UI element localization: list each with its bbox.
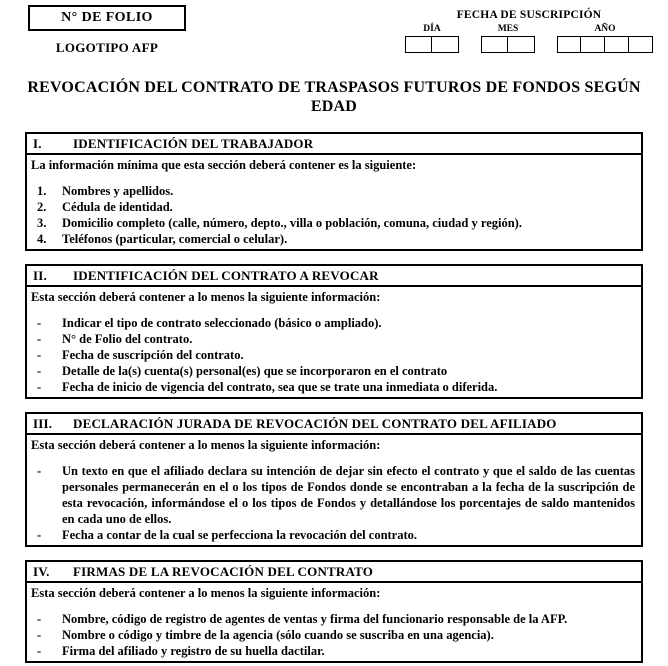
item-text: Nombre o código y timbre de la agencia (sólo cuando se suscriba en una agencia). [62,628,494,642]
section-identificacion-trabajador [25,132,643,251]
list-item [31,231,635,247]
item-marker: - [37,364,42,378]
section-body [27,435,641,545]
item-text: Nombre, código de registro de agentes de ventas y firma del funcionario responsable de la AFP. [62,612,568,626]
section-heading: IDENTIFICACIÓN DEL TRABAJADOR [73,136,314,151]
item-text: Un texto en que el afiliado declara su intención de dejar sin efecto el contrato y que el saldo de las cuentas personales permanecerán en el o los tipos de Fondos donde se encontraban a la fecha de la suscripción de esta revocación, informándose el o los tipos de Fondos y detallándose los porcentajes de saldo mantenidos en cada uno de ellos. [62,464,635,526]
item-marker: 3. [37,216,47,230]
day-cell-2[interactable] [432,36,459,53]
item-text: Fecha de inicio de vigencia del contrato, sea que se trate una inmediata o diferida. [62,380,498,394]
section-numeral: I. [33,136,42,151]
year-cell-4[interactable] [629,36,653,53]
month-cell-1[interactable] [481,36,508,53]
day-label: DÍA [423,24,441,34]
item-marker: 4. [37,232,47,246]
section-header [27,562,641,583]
afp-logo-placeholder: LOGOTIPO AFP [55,40,159,55]
month-cell-2[interactable] [508,36,535,53]
day-cell-1[interactable] [405,36,432,53]
document-title-line1: REVOCACIÓN DEL CONTRATO DE TRASPASOS FUTUROS DE FONDOS SEGÚN [27,79,641,96]
document-title-line2: EDAD [310,98,358,115]
section-numeral: IV. [33,564,50,579]
list-item [31,527,635,543]
year-cell-1[interactable] [557,36,581,53]
section-numeral: III. [33,416,53,431]
item-text: Indicar el tipo de contrato seleccionado (básico o ampliado). [62,316,382,330]
item-text: Fecha de suscripción del contrato. [62,348,244,362]
item-text: Detalle de la(s) cuenta(s) personal(es) que se incorporaron en el contrato [62,364,448,378]
folio-number-box[interactable] [28,5,186,31]
list-item [31,611,635,627]
section-identificacion-contrato [25,264,643,399]
section-body [27,583,641,661]
list-item [31,183,635,199]
section-declaracion-jurada [25,412,643,547]
section-header [27,266,641,287]
day-field-group [405,24,459,53]
item-marker: - [37,644,42,658]
section-heading: FIRMAS DE LA REVOCACIÓN DEL CONTRATO [73,564,374,579]
year-field-group [557,24,653,53]
list-item [31,379,635,395]
list-item [31,363,635,379]
list-item [31,463,635,527]
subscription-date-area [405,9,653,53]
day-cells [405,36,459,53]
item-marker: 1. [37,184,47,198]
item-marker: - [37,628,42,642]
section-header [27,134,641,155]
list-item [31,643,635,659]
item-marker: - [37,528,42,542]
item-text: Cédula de identidad. [62,200,173,214]
section-intro: La información mínima que esta sección deberá contener es la siguiente: [31,158,417,172]
list-item [31,199,635,215]
section-heading: IDENTIFICACIÓN DEL CONTRATO A REVOCAR [73,268,379,283]
item-text: Teléfonos (particular, comercial o celular). [62,232,288,246]
document-title [10,78,658,116]
month-label: MES [497,24,519,34]
item-marker: - [37,612,42,626]
section-heading: DECLARACIÓN JURADA DE REVOCACIÓN DEL CONTRATO DEL AFILIADO [73,416,557,431]
year-label: AÑO [594,24,616,34]
month-field-group [481,24,535,53]
item-marker: - [37,332,42,346]
section-body [27,155,641,249]
item-marker: - [37,380,42,394]
section-intro: Esta sección deberá contener a lo menos la siguiente información: [31,586,381,600]
subscription-date-fields [405,24,653,53]
item-marker: - [37,316,42,330]
list-item [31,315,635,331]
section-firmas [25,560,643,663]
section-numeral: II. [33,268,47,283]
section-header [27,414,641,435]
month-cells [481,36,535,53]
item-marker: - [37,464,42,478]
section-body [27,287,641,397]
section-intro: Esta sección deberá contener a lo menos la siguiente información: [31,290,381,304]
item-text: Nombres y apellidos. [62,184,174,198]
list-item [31,331,635,347]
year-cell-2[interactable] [581,36,605,53]
subscription-date-title: FECHA DE SUSCRIPCIÓN [456,9,602,21]
item-marker: 2. [37,200,47,214]
form-header [0,0,668,76]
item-text: Fecha a contar de la cual se perfecciona la revocación del contrato. [62,528,418,542]
item-text: Domicilio completo (calle, número, depto., villa o población, comuna, ciudad y región). [62,216,522,230]
item-marker: - [37,348,42,362]
list-item [31,627,635,643]
list-item [31,215,635,231]
list-item [31,347,635,363]
item-text: Firma del afiliado y registro de su huella dactilar. [62,644,325,658]
year-cells [557,36,653,53]
year-cell-3[interactable] [605,36,629,53]
item-text: N° de Folio del contrato. [62,332,193,346]
section-intro: Esta sección deberá contener a lo menos la siguiente información: [31,438,381,452]
folio-box-label: N° DE FOLIO [61,10,153,25]
